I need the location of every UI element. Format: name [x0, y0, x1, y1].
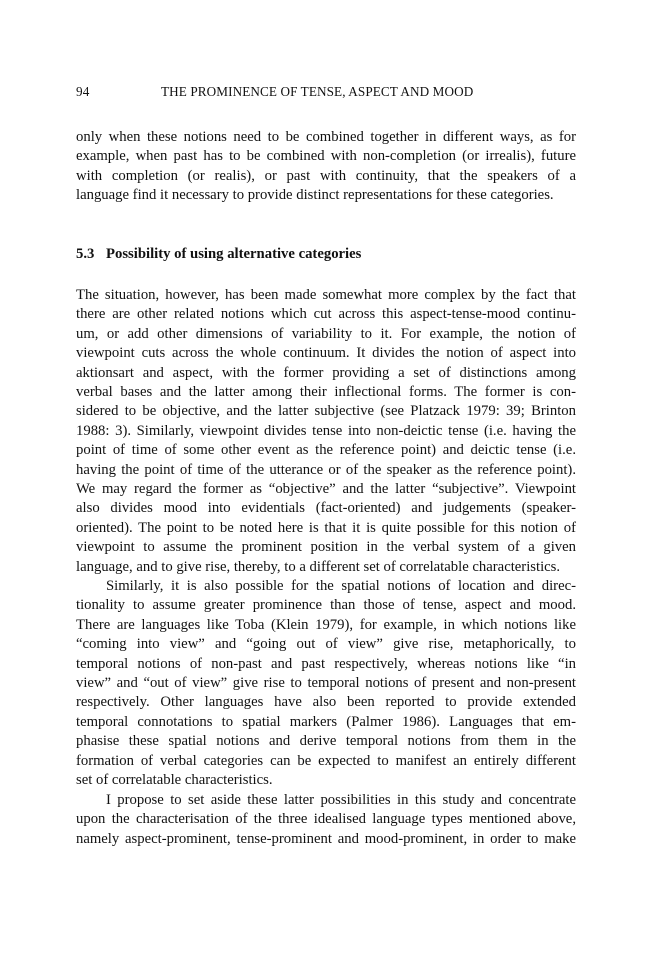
text-line: verbal bases and the latter among their inflectional forms. The former is con-: [76, 384, 576, 401]
text-line: language, and to give rise, thereby, to a different set of correlatable characteristics.: [76, 558, 561, 575]
text-line: example, when past has to be combined with non-completion (or irrealis), future: [76, 148, 576, 165]
text-line: temporal connotations to spatial markers (Palmer 1986). Languages that em-: [76, 713, 576, 730]
text-line: “coming into view” and “going out of view” give rise, metaphorically, to: [76, 636, 576, 653]
text-line: only when these notions need to be combined together in different ways, as for: [76, 129, 576, 145]
text-line: view” and “out of view” give rise to temporal notions of present and non-present: [76, 675, 576, 692]
running-head: THE PROMINENCE OF TENSE, ASPECT AND MOOD: [161, 84, 474, 99]
intro-paragraph: [76, 128, 576, 206]
text-line: 1988: 3). Similarly, viewpoint divides tense into non-deictic tense (i.e. having the: [76, 422, 576, 439]
section-number: 5.3: [76, 246, 95, 262]
page-header: [76, 84, 576, 104]
text-line: oriented). The point to be noted here is that it is quite possible for this notion of: [76, 519, 576, 536]
text-line: point of time of some other event as the reference point) and deictic tense (i.e.: [76, 442, 576, 459]
text-line: I propose to set aside these latter possibilities in this study and concentrate: [106, 792, 576, 808]
text-line: having the point of time of the utterance or of the speaker as the reference point).: [76, 461, 576, 478]
text-line: upon the characterisation of the three idealised language types mentioned above,: [76, 811, 576, 828]
text-line: um, or add other dimensions of variability to it. For example, the notion of: [76, 325, 576, 342]
text-line: viewpoint to assume the prominent position in the verbal system of a given: [76, 539, 576, 556]
text-line: formation of verbal categories can be expected to manifest an entirely different: [76, 752, 576, 769]
text-line: set of correlatable characteristics.: [76, 772, 273, 789]
page-number: 94: [76, 84, 90, 99]
text-line: aktionsart and aspect, with the former providing a set of distinctions among: [76, 364, 576, 381]
body-paragraph-2: [76, 577, 576, 790]
body-paragraph-1: [76, 286, 576, 577]
text-line: namely aspect-prominent, tense-prominent and mood-prominent, in order to make: [76, 830, 576, 847]
text-line: phasise these spatial notions and derive temporal notions from them in the: [76, 733, 576, 750]
text-line: tionality to assume greater prominence than those of tense, aspect and mood.: [76, 597, 576, 614]
text-line: also divides mood into evidentials (fact-oriented) and judgements (speaker-: [76, 500, 576, 517]
text-line: there are other related notions which cut across this aspect-tense-mood continu-: [76, 306, 576, 323]
section-heading: [76, 246, 361, 263]
text-line: temporal notions of non-past and past respectively, whereas notions like “in: [76, 655, 576, 672]
section-title: Possibility of using alternative categories: [106, 246, 362, 262]
text-line: sidered to be objective, and the latter subjective (see Platzack 1979: 39; Brinton: [76, 403, 576, 420]
text-line: The situation, however, has been made somewhat more complex by the fact that: [76, 287, 576, 303]
text-line: Similarly, it is also possible for the spatial notions of location and direc-: [106, 578, 576, 594]
text-line: respectively. Other languages have also been reported to provide extended: [76, 694, 576, 711]
body-paragraph-3: [76, 791, 576, 849]
text-line: There are languages like Toba (Klein 1979), for example, in which notions like: [76, 616, 576, 633]
text-line: language find it necessary to provide distinct representations for these categories.: [76, 187, 554, 204]
text-line: with completion (or realis), or past with continuity, that the speakers of a: [76, 167, 576, 184]
text-line: viewpoint cuts across the whole continuum. It divides the notion of aspect into: [76, 345, 576, 362]
text-line: We may regard the former as “objective” and the latter “subjective”. Viewpoint: [76, 481, 576, 498]
